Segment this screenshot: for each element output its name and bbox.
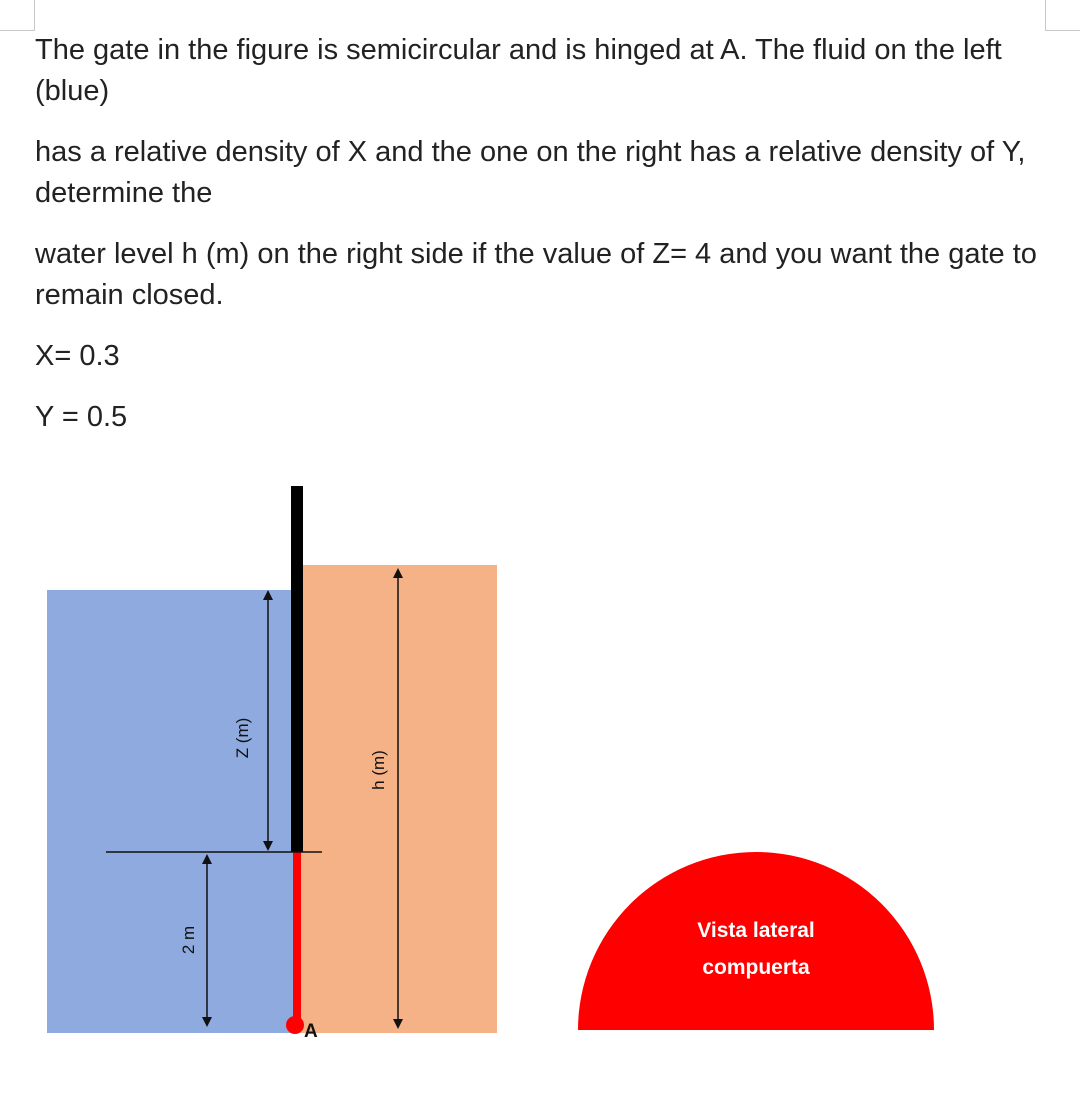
hinge-label: A — [304, 1021, 318, 1042]
gate-section — [293, 852, 301, 1025]
side-view-label-line2: compuerta — [702, 956, 810, 979]
z-label: Z (m) — [233, 717, 252, 759]
h-label: h (m) — [369, 750, 388, 790]
two-m-label: 2 m — [179, 925, 198, 955]
hinge-a — [286, 1016, 304, 1034]
page-corner-mark-left — [0, 0, 35, 31]
problem-text — [35, 30, 1045, 458]
problem-paragraph-3: water level h (m) on the right side if the value of Z= 4 and you want the gate to remain closed. — [35, 238, 1037, 311]
problem-paragraph-1: The gate in the figure is semicircular and is hinged at A. The fluid on the left (blue) — [35, 34, 1002, 107]
gate-figure — [0, 470, 1080, 1070]
right-fluid-region — [297, 565, 497, 1033]
x-value: X= 0.3 — [35, 340, 120, 372]
page-corner-mark-right — [1045, 0, 1080, 31]
side-view-label-line1: Vista lateral — [697, 919, 815, 942]
left-fluid-region — [47, 590, 297, 1033]
wall — [291, 486, 303, 852]
problem-paragraph-2: has a relative density of X and the one on the right has a relative density of Y, determine the — [35, 136, 1026, 209]
y-value: Y = 0.5 — [35, 401, 128, 433]
